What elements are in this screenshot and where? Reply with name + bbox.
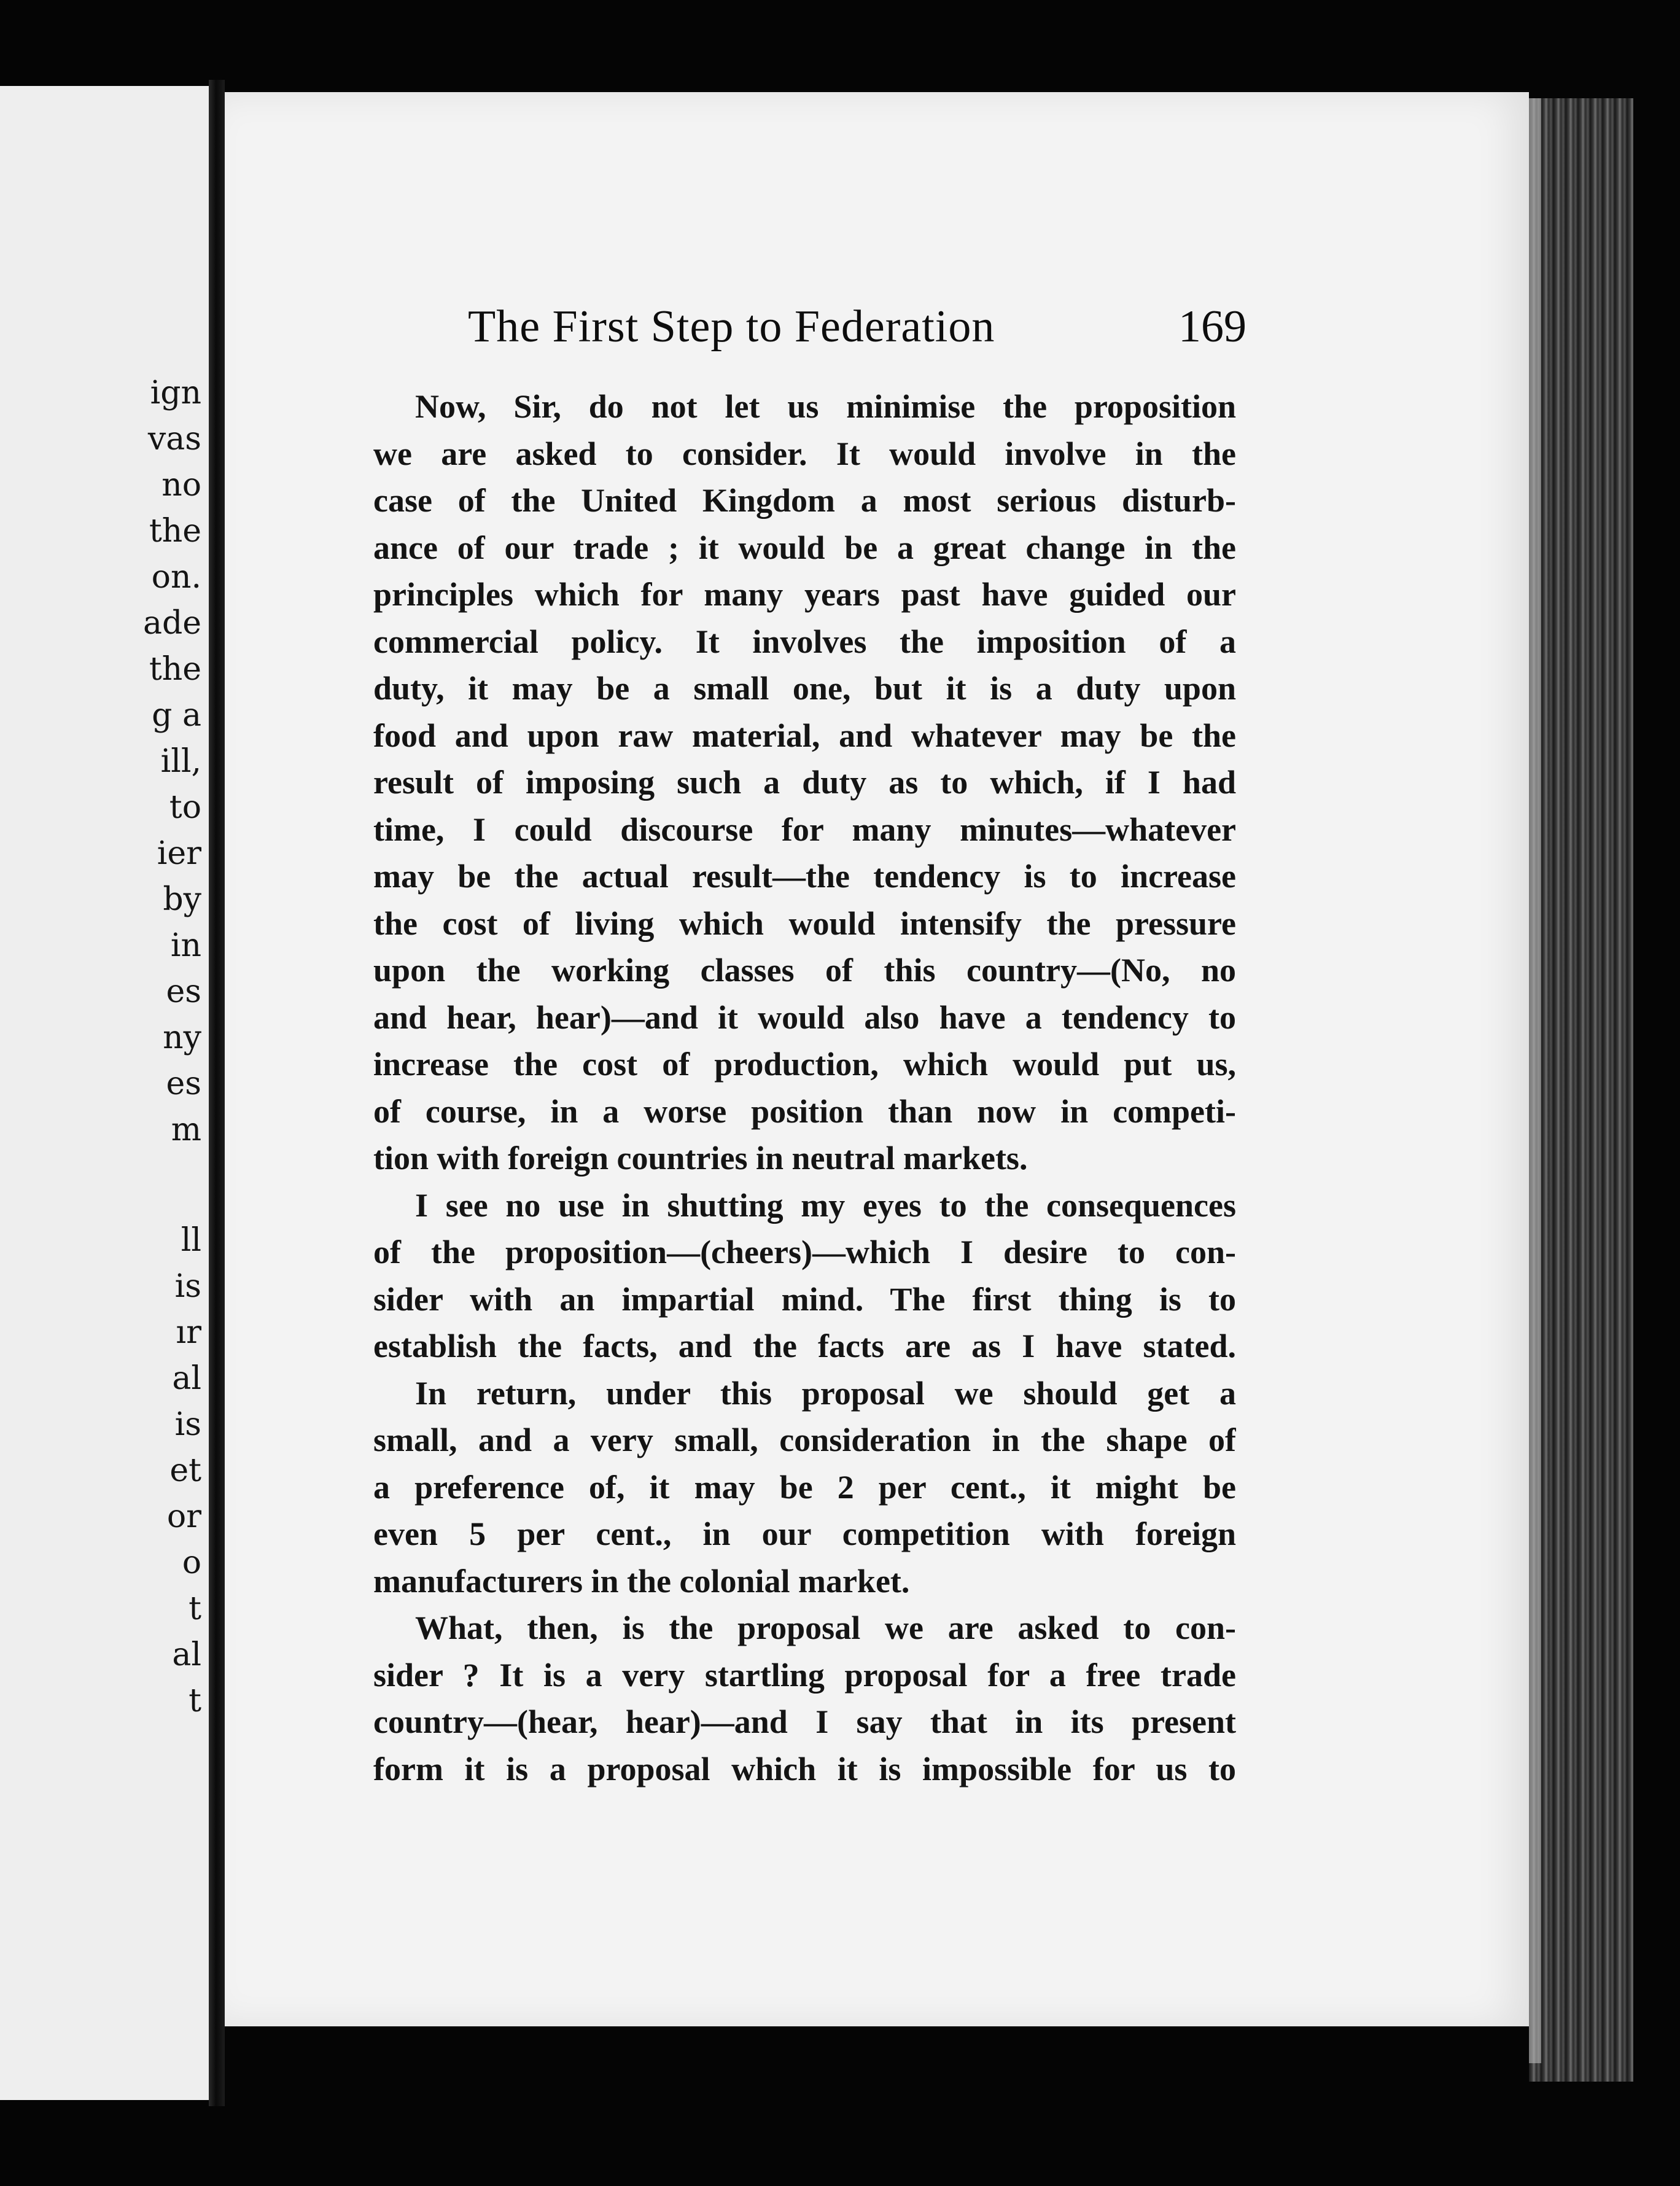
left-page-word: ır (176, 1314, 201, 1351)
left-page-word: g a (152, 697, 201, 734)
left-page-fragment (0, 86, 209, 2100)
book-gutter (209, 80, 225, 2106)
text-line: even 5 per cent., in our competition with foreign (373, 1515, 1236, 1552)
text-line: we are asked to consider. It would involve in the (373, 435, 1236, 472)
left-page-word: ade (142, 605, 201, 642)
text-line: of course, in a worse position than now in competi- (373, 1092, 1236, 1130)
text-line: country—(hear, hear)—and I say that in its present (373, 1703, 1236, 1740)
text-line: the cost of living which would intensify the pressure (373, 904, 1236, 942)
text-line: small, and a very small, consideration in the shape of (373, 1422, 1236, 1458)
text-line: tion with foreign countries in neutral markets. (373, 1140, 1028, 1177)
text-line: establish the facts, and the facts are as I have stated. (373, 1328, 1236, 1364)
text-line: principles which for many years past have guided our (373, 576, 1236, 613)
left-page-word: the (149, 651, 201, 688)
left-page-word: ign (150, 375, 201, 411)
left-page-word: ny (163, 1019, 201, 1056)
left-page-word: et (169, 1452, 201, 1489)
text-line: time, I could discourse for many minutes—whatever (373, 811, 1236, 848)
text-line: of the proposition—(cheers)—which I desire to con- (373, 1234, 1236, 1270)
text-line: ance of our trade ; it would be a great change in the (373, 529, 1236, 566)
running-head: The First Step to Federation (468, 301, 995, 352)
text-line: duty, it may be a small one, but it is a duty upon (373, 670, 1236, 707)
left-page-word: on. (151, 559, 201, 596)
left-page-word: ll (181, 1222, 201, 1259)
left-page-word: is (174, 1268, 201, 1305)
left-page-word: ill, (160, 743, 201, 780)
text-line: food and upon raw material, and whatever may be the (373, 717, 1236, 754)
text-line: and hear, hear)—and it would also have a tendency to (373, 998, 1236, 1036)
text-line: a preference of, it may be 2 per cent., it might be (373, 1468, 1236, 1506)
left-page-word: to (169, 789, 201, 826)
text-line: What, then, is the proposal we are asked to con- (415, 1609, 1236, 1646)
left-page-word: no (161, 467, 201, 504)
left-page-word: o (182, 1544, 201, 1581)
left-page-word: al (172, 1360, 201, 1397)
left-page-word: is (174, 1406, 201, 1443)
text-line: case of the United Kingdom a most serious disturb- (373, 482, 1236, 519)
text-line: form it is a proposal which it is impossible for us to (373, 1750, 1236, 1787)
text-line: increase the cost of production, which would put us, (373, 1046, 1236, 1083)
left-page-word: the (149, 513, 201, 550)
text-line: commercial policy. It involves the imposition of a (373, 623, 1236, 660)
left-page-word: vas (147, 421, 201, 457)
left-page-word: or (166, 1498, 201, 1535)
text-line: may be the actual result—the tendency is to increase (373, 858, 1236, 895)
left-page-word: ier (157, 835, 201, 872)
text-line: I see no use in shutting my eyes to the consequences (415, 1186, 1236, 1224)
left-page-word: in (170, 927, 201, 964)
text-line: sider ? It is a very startling proposal for a free trade (373, 1656, 1236, 1694)
left-page-word: m (171, 1111, 201, 1148)
text-line: In return, under this proposal we should get a (415, 1374, 1236, 1412)
left-page-word: by (163, 881, 201, 918)
text-line: Now, Sir, do not let us minimise the proposition (415, 388, 1236, 425)
page-edge-highlight (1529, 98, 1541, 2063)
text-line: manufacturers in the colonial market. (373, 1562, 910, 1600)
body-text (373, 383, 1236, 1792)
left-page-word: es (166, 1065, 201, 1102)
page-header (368, 301, 1246, 356)
page-number: 169 (1178, 301, 1246, 352)
left-page-word: t (189, 1682, 201, 1719)
text-line: upon the working classes of this country—(No, no (373, 952, 1236, 989)
text-line: sider with an impartial mind. The first thing is to (373, 1280, 1236, 1318)
left-page-word: al (172, 1636, 201, 1673)
page-edges (1529, 98, 1633, 2082)
text-line: result of imposing such a duty as to which, if I had (373, 764, 1236, 801)
left-page-word: es (166, 973, 201, 1010)
left-page-word: t (189, 1590, 201, 1627)
